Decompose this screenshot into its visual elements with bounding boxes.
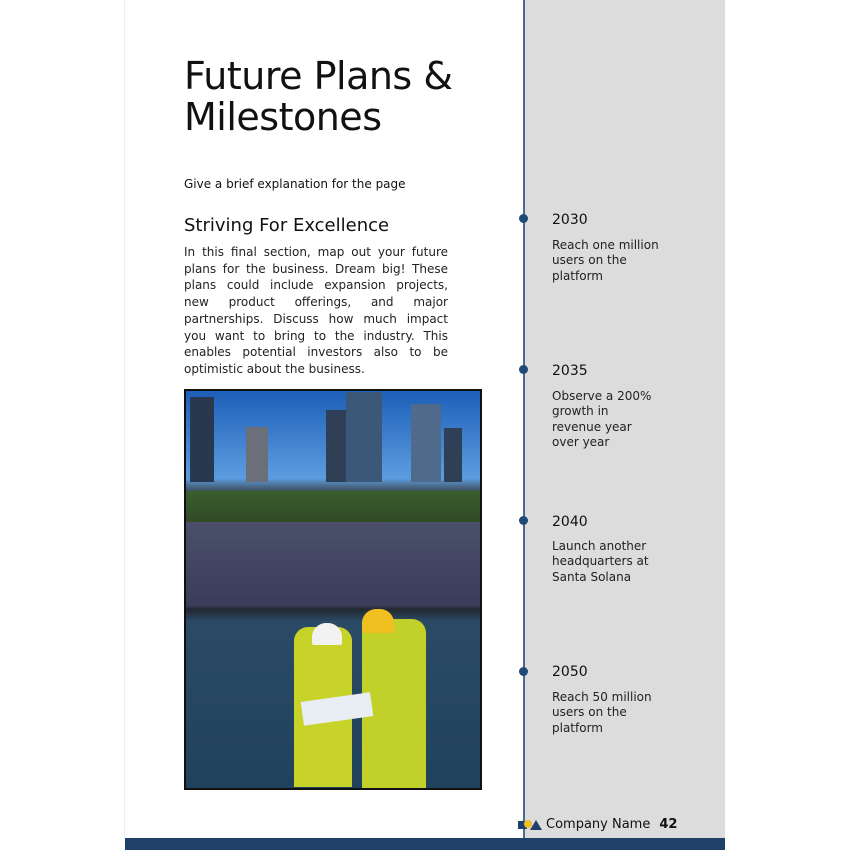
- milestone-year: 2035: [552, 363, 588, 379]
- bottom-bar: [125, 838, 725, 850]
- company-name: Company Name: [546, 817, 651, 832]
- page-number: 42: [659, 817, 678, 832]
- milestone-text: Reach 50 million users on the platform: [552, 690, 652, 735]
- timeline-dot: [519, 365, 528, 374]
- white-hardhat: [312, 623, 342, 645]
- footer: [518, 817, 677, 832]
- timeline-dot: [519, 516, 528, 525]
- yellow-hardhat: [362, 609, 394, 633]
- building: [444, 428, 462, 482]
- milestone-year: 2030: [552, 212, 588, 228]
- milestone-text: Observe a 200% growth in revenue year over year: [552, 389, 652, 449]
- page-edge: [124, 0, 125, 838]
- timeline-dot: [519, 214, 528, 223]
- milestone-text: Reach one million users on the platform: [552, 238, 659, 283]
- page-title: Future Plans & Milestones: [184, 54, 453, 139]
- milestone-year: 2050: [552, 664, 588, 680]
- section-body: In this final section, map out your future plans for the business. Dream big! These plans could include expansion projects, new product offerings, and major partnerships. Discuss how much impact you want to bring to the industry. This enables potential investors also to be optimistic about the business.: [184, 245, 448, 376]
- milestone-text: Launch another headquarters at Santa Solana: [552, 539, 649, 584]
- section-heading: Striving For Excellence: [184, 215, 390, 236]
- timeline-dot: [519, 667, 528, 676]
- milestone-year: 2040: [552, 514, 588, 530]
- building: [190, 397, 214, 482]
- building: [411, 404, 441, 482]
- building: [346, 392, 382, 482]
- timeline-line: [523, 0, 525, 838]
- page-subtitle: Give a brief explanation for the page: [184, 177, 406, 191]
- building: [246, 427, 268, 482]
- engineers-solar-photo: [184, 389, 482, 790]
- company-logo-icon: [518, 819, 542, 831]
